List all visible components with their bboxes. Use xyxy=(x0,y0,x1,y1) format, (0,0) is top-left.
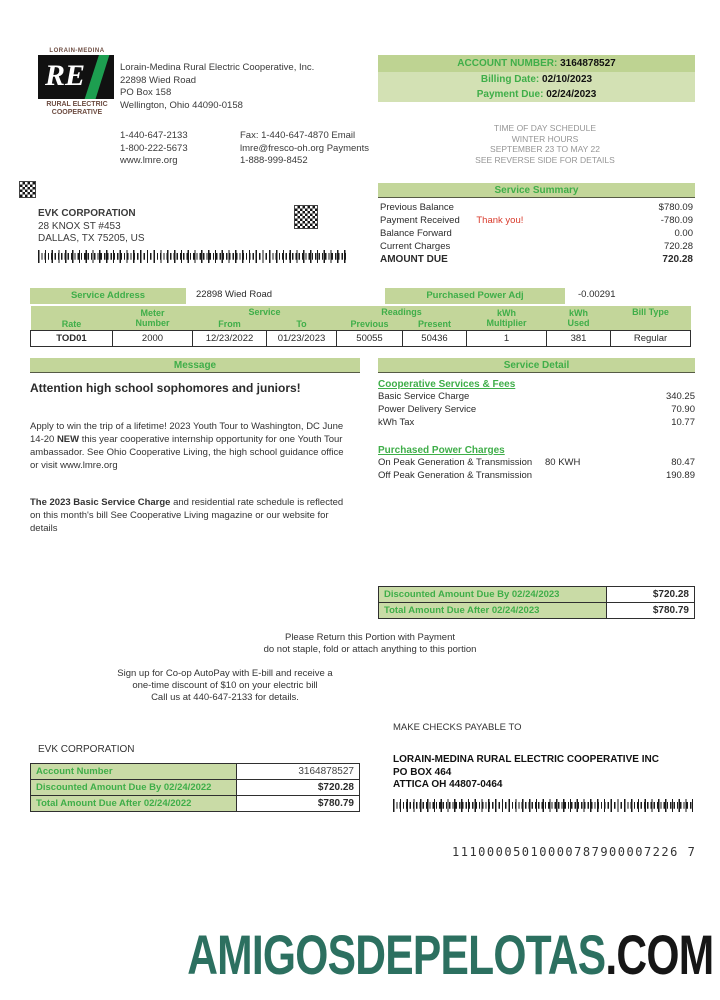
service-detail-box xyxy=(378,358,695,482)
meter-table-row xyxy=(31,331,691,347)
account-number-box xyxy=(378,55,695,102)
summary-label: Payment Received xyxy=(380,215,460,226)
ocr-scanline: 11100005010000787900007226 7 xyxy=(452,845,697,859)
logo-bottom-text-1: RURAL ELECTRIC xyxy=(46,101,108,108)
cell-present: 50436 xyxy=(403,331,467,347)
detail-row-on-peak xyxy=(378,456,695,469)
summary-row-current-charges xyxy=(378,240,695,253)
company-address-block xyxy=(120,62,314,112)
col-header-meter-line1: Meter xyxy=(140,308,165,318)
service-summary-box xyxy=(378,183,695,266)
detail-qty xyxy=(545,403,635,416)
col-header-kwh-multiplier xyxy=(467,306,547,331)
stub-discounted-amount-row xyxy=(31,780,359,796)
summary-label: Previous Balance xyxy=(380,202,454,213)
total-amount-value: $780.79 xyxy=(607,603,694,618)
summary-value: 0.00 xyxy=(674,228,693,239)
company-logo xyxy=(38,48,116,117)
message-paragraph-2 xyxy=(30,496,345,535)
amount-due-value: 720.28 xyxy=(662,254,693,265)
col-header-rate: Rate xyxy=(31,306,113,331)
detail-value: 80.47 xyxy=(671,457,695,468)
stub-account-number-value: 3164878527 xyxy=(237,764,359,779)
billing-date-value: 02/10/2023 xyxy=(542,74,593,85)
group-header-readings: Readings xyxy=(337,306,467,318)
payment-due-label: Payment Due: xyxy=(476,89,544,100)
col-header-kwh-mult-line1: kWh xyxy=(497,308,517,318)
amount-due-label: AMOUNT DUE xyxy=(380,254,448,265)
thank-you-note: Thank you! xyxy=(476,215,524,226)
customer-address-1: 28 KNOX ST #453 xyxy=(38,220,121,232)
summary-label: Balance Forward xyxy=(380,228,452,239)
cell-from: 12/23/2022 xyxy=(193,331,267,347)
qr-code-icon xyxy=(295,206,317,228)
email-line: lmre@fresco-oh.org Payments xyxy=(240,142,369,154)
detail-row-off-peak xyxy=(378,469,695,482)
meter-usage-table xyxy=(30,306,691,347)
summary-row-balance-forward xyxy=(378,227,695,240)
message-headline: Attention high school sophomores and juniors! xyxy=(30,381,301,395)
detail-label: On Peak Generation & Transmission xyxy=(378,457,533,468)
account-number-label: ACCOUNT NUMBER: xyxy=(457,58,558,69)
cell-kwh-used: 381 xyxy=(547,331,611,347)
summary-row-payment-received xyxy=(378,214,695,227)
stub-account-table xyxy=(30,763,360,812)
watermark-tld: .COM xyxy=(604,923,713,986)
purchased-power-adj-label: Purchased Power Adj xyxy=(385,288,565,304)
detail-qty xyxy=(545,416,635,429)
service-address-label: Service Address xyxy=(30,288,186,304)
return-line-2: do not staple, fold or attach anything to this portion xyxy=(263,644,477,655)
message-p1-new: NEW xyxy=(56,434,80,445)
billing-date-row xyxy=(378,72,695,87)
col-header-present: Present xyxy=(403,318,467,331)
detail-label: Basic Service Charge xyxy=(378,391,470,402)
payment-due-value: 02/24/2023 xyxy=(546,89,597,100)
purchased-power-section-title: Purchased Power Charges xyxy=(378,445,505,456)
logo-top-text: LORAIN-MEDINA xyxy=(49,48,105,54)
stub-account-number-label: Account Number xyxy=(31,764,237,779)
schedule-line-2: WINTER HOURS xyxy=(511,133,579,144)
website: www.lmre.org xyxy=(120,155,178,166)
company-name: Lorain-Medina Rural Electric Cooperative, Inc. xyxy=(120,62,315,73)
customer-name: EVK CORPORATION xyxy=(38,208,136,219)
due-amounts-table xyxy=(378,586,695,619)
discounted-amount-value: $720.28 xyxy=(607,587,694,602)
service-summary-title: Service Summary xyxy=(378,183,695,198)
logo-bottom-text-2: COOPERATIVE xyxy=(51,109,103,116)
watermark xyxy=(187,922,713,987)
return-line-1: Please Return this Portion with Payment xyxy=(284,632,456,643)
discounted-amount-row xyxy=(379,587,694,603)
schedule-line-1: TIME OF DAY SCHEDULE xyxy=(493,123,597,133)
account-number-row xyxy=(378,55,695,72)
logo-lightning-icon xyxy=(84,55,110,99)
detail-qty xyxy=(545,469,635,482)
schedule-line-4: SEE REVERSE SIDE FOR DETAILS xyxy=(475,154,615,165)
detail-value: 190.89 xyxy=(665,470,695,481)
col-header-meter-number xyxy=(113,306,193,331)
return-portion-note xyxy=(180,632,560,656)
col-header-from: From xyxy=(193,318,267,331)
total-amount-label: Total Amount Due After 02/24/2023 xyxy=(379,603,607,618)
message-p1-text: Apply to win the trip of a lifetime! 2023 Youth Tour to Washington, DC June 14-20 xyxy=(30,421,344,445)
col-header-bill-type: Bill Type xyxy=(611,306,691,331)
detail-row-power-delivery xyxy=(378,403,695,416)
col-header-meter-line2: Number xyxy=(135,318,170,328)
schedule-line-3: SEPTEMBER 23 TO MAY 22 xyxy=(490,144,600,154)
message-title: Message xyxy=(30,358,360,373)
summary-label: Current Charges xyxy=(380,241,451,252)
message-box xyxy=(30,358,360,535)
stub-customer-name: EVK CORPORATION xyxy=(38,744,135,755)
contact-phones xyxy=(120,130,188,168)
payee-po-box: PO BOX 464 xyxy=(393,766,452,778)
detail-qty: 80 KWH xyxy=(545,457,581,468)
cell-to: 01/23/2023 xyxy=(267,331,337,347)
message-paragraph-1 xyxy=(30,420,345,472)
make-checks-label: MAKE CHECKS PAYABLE TO xyxy=(393,722,522,733)
detail-row-kwh-tax xyxy=(378,416,695,429)
summary-row-amount-due xyxy=(378,253,695,266)
col-header-kwh-used-line1: kWh xyxy=(569,308,589,318)
discounted-amount-label: Discounted Amount Due By 02/24/2023 xyxy=(379,587,607,602)
stub-total-amount-value: $780.79 xyxy=(237,796,359,811)
company-address-2: PO Box 158 xyxy=(120,87,172,98)
total-amount-row xyxy=(379,603,694,618)
col-header-previous: Previous xyxy=(337,318,403,331)
detail-value: 340.25 xyxy=(665,391,695,402)
detail-value: 70.90 xyxy=(671,404,695,415)
fax-line: Fax: 1-440-647-4870 Email xyxy=(240,130,356,141)
time-of-day-schedule xyxy=(400,123,690,165)
message-p2-rest: and residential rate schedule is reflected on this month's bill See Cooperative Living magazine or our website for details xyxy=(30,497,344,534)
address-barcode-icon xyxy=(38,250,346,263)
customer-address-block xyxy=(38,208,145,246)
detail-label: Power Delivery Service xyxy=(378,404,477,415)
detail-qty xyxy=(545,390,635,403)
summary-value: $780.09 xyxy=(658,202,693,213)
billing-date-label: Billing Date: xyxy=(480,74,540,85)
payments-phone: 1-888-999-8452 xyxy=(240,155,308,166)
summary-value: 720.28 xyxy=(663,241,693,252)
phone-2: 1-800-222-5673 xyxy=(120,142,188,154)
logo-letters: RE xyxy=(45,59,86,92)
stub-barcode-icon xyxy=(393,799,693,812)
cell-meter-number: 2000 xyxy=(113,331,193,347)
message-p2-lead: The 2023 Basic Service Charge xyxy=(30,497,171,508)
signup-line-1: Sign up for Co-op AutoPay with E-bill and receive a xyxy=(117,668,333,679)
customer-address-2: DALLAS, TX 75205, US xyxy=(38,233,145,244)
company-address-1: 22898 Wied Road xyxy=(120,74,197,86)
payee-address-block xyxy=(393,754,659,792)
stub-discounted-amount-value: $720.28 xyxy=(237,780,359,795)
detail-value: 10.77 xyxy=(671,417,695,428)
signup-line-3: Call us at 440-647-2133 for details. xyxy=(151,692,299,703)
cell-rate: TOD01 xyxy=(31,331,113,347)
detail-label: Off Peak Generation & Transmission xyxy=(378,470,533,481)
stub-total-amount-row xyxy=(31,796,359,811)
watermark-brand: AMIGOSDEPELOTAS xyxy=(186,923,605,986)
payment-due-row xyxy=(378,87,695,102)
detail-label: kWh Tax xyxy=(378,417,415,428)
account-number-value: 3164878527 xyxy=(560,58,616,69)
service-detail-title: Service Detail xyxy=(378,358,695,373)
contact-fax-email xyxy=(240,130,369,168)
cell-multiplier: 1 xyxy=(467,331,547,347)
stub-total-amount-label: Total Amount Due After 02/24/2022 xyxy=(31,796,237,811)
detail-row-basic-service xyxy=(378,390,695,403)
phone-1: 1-440-647-2133 xyxy=(120,130,188,141)
fees-section-title: Cooperative Services & Fees xyxy=(378,379,516,390)
stub-account-number-row xyxy=(31,764,359,780)
summary-value: -780.09 xyxy=(660,215,693,226)
cell-bill-type: Regular xyxy=(611,331,691,347)
cell-previous: 50055 xyxy=(337,331,403,347)
re-logo-icon xyxy=(38,55,114,99)
col-header-kwh-mult-line2: Multiplier xyxy=(486,318,527,328)
stub-discounted-amount-label: Discounted Amount Due By 02/24/2022 xyxy=(31,780,237,795)
summary-row-previous-balance xyxy=(378,201,695,214)
group-header-service: Service xyxy=(193,306,337,318)
col-header-kwh-used-line2: Used xyxy=(567,318,590,328)
signup-line-2: one-time discount of $10 on your electric bill xyxy=(132,680,318,691)
payee-city: ATTICA OH 44807-0464 xyxy=(393,779,503,790)
col-header-to: To xyxy=(267,318,337,331)
message-p1-rest: this year cooperative internship opportunity for one Youth Tour ambassador. See Ohio Cooperative Living, the high school guidance office or visit www.lmre.org xyxy=(30,434,344,471)
payee-name: LORAIN-MEDINA RURAL ELECTRIC COOPERATIVE INC xyxy=(393,754,659,765)
col-header-kwh-used xyxy=(547,306,611,331)
autopay-signup-note xyxy=(60,668,390,704)
service-address-value: 22898 Wied Road xyxy=(196,289,273,300)
purchased-power-adj-value: -0.00291 xyxy=(578,289,616,300)
qr-code-icon-small xyxy=(20,182,35,197)
company-address-3: Wellington, Ohio 44090-0158 xyxy=(120,99,243,111)
